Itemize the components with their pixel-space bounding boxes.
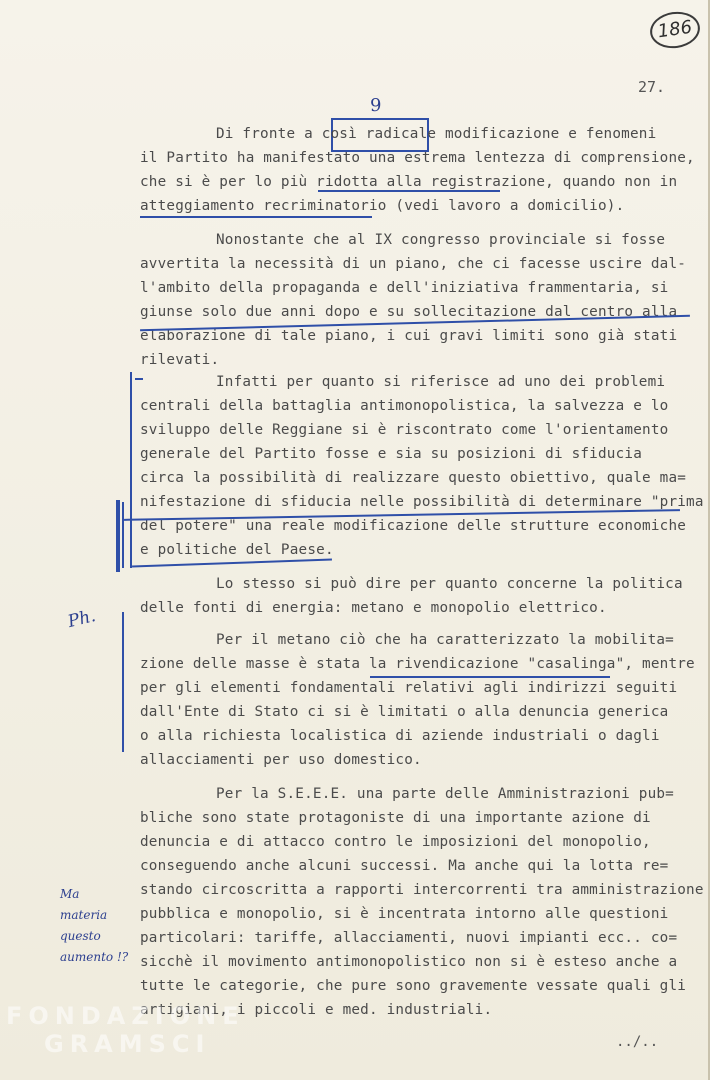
archive-stamp: 186: [648, 9, 703, 52]
text-line: atteggiamento recriminatorio (vedi lavoro a domicilio).: [140, 198, 625, 214]
text-line: sicchè il movimento antimonopolistico non si è esteso anche a: [140, 954, 678, 970]
text-line: nifestazione di sfiducia nelle possibilità di determinare "prima: [140, 494, 704, 510]
text-line: pubblica e monopolio, si è incentrata intorno alle questioni: [140, 906, 669, 922]
continuation-mark: ../..: [616, 1034, 659, 1050]
margin-note: Ph.: [65, 605, 98, 633]
text-line: zione delle masse è stata la rivendicazione "casalinga", mentre: [140, 656, 695, 672]
text-line: del potere" una reale modificazione delle strutture economiche: [140, 518, 687, 534]
text-line: per gli elementi fondamentali relativi agli indirizzi seguiti: [140, 680, 678, 696]
text-line: denuncia e di attacco contro le imposizioni del monopolio,: [140, 834, 651, 850]
text-line: rilevati.: [140, 352, 220, 368]
text-line: Infatti per quanto si riferisce ad uno dei problemi: [216, 374, 666, 390]
text-line: il Partito ha manifestato una estrema lentezza di comprensione,: [140, 150, 695, 166]
text-line: stando circoscritta a rapporti intercorrenti tra amministrazione: [140, 882, 704, 898]
ink-underline: [370, 676, 610, 678]
ink-margin-bar: [130, 372, 132, 568]
text-line: Di fronte a così radicale modificazione e fenomeni: [216, 126, 657, 142]
text-line: circa la possibilità di realizzare questo obiettivo, quale ma=: [140, 470, 687, 486]
watermark-line: FONDAZIONE: [6, 1002, 245, 1030]
text-line: bliche sono state protagoniste di una importante azione di: [140, 810, 651, 826]
ink-margin-bar: [116, 500, 120, 572]
text-line: centrali della battaglia antimonopolistica, la salvezza e lo: [140, 398, 669, 414]
text-line: tutte le categorie, che pure sono gravemente vessate quali gli: [140, 978, 687, 994]
text-line: sviluppo delle Reggiane si è riscontrato come l'orientamento: [140, 422, 669, 438]
text-line: l'ambito della propaganda e dell'iniziativa frammentaria, si: [140, 280, 669, 296]
text-line: Lo stesso si può dire per quanto concerne la politica: [216, 576, 683, 592]
text-line: generale del Partito fosse e sia su posizioni di sfiducia: [140, 446, 643, 462]
text-line: giunse solo due anni dopo e su sollecitazione dal centro alla: [140, 304, 678, 320]
ink-margin-bar: [122, 502, 124, 568]
text-line: elaborazione di tale piano, i cui gravi limiti sono già stati: [140, 328, 678, 344]
text-line: delle fonti di energia: metano e monopolio elettrico.: [140, 600, 607, 616]
text-line: allacciamenti per uso domestico.: [140, 752, 422, 768]
ink-underline: [318, 190, 500, 192]
page-number: 27.: [638, 78, 666, 96]
ink-underline: [140, 216, 372, 218]
text-line: e politiche del Paese.: [140, 542, 334, 558]
text-line: o alla richiesta localistica di aziende industriali o dagli: [140, 728, 660, 744]
text-line: Per la S.E.E.E. una parte delle Amministrazioni pub=: [216, 786, 674, 802]
ink-margin-bar: [122, 612, 124, 752]
margin-note: Ma materia questo aumento !?: [60, 887, 129, 964]
text-line: dall'Ente di Stato ci si è limitati o alla denuncia generica: [140, 704, 669, 720]
text-line: avvertita la necessità di un piano, che ci facesse uscire dal-: [140, 256, 687, 272]
fondazione-gramsci-watermark: [0, 1002, 266, 1062]
ink-note-above-radicale: 9: [370, 95, 382, 116]
text-line: Nonostante che al IX congresso provinciale si fosse: [216, 232, 666, 248]
text-line: Per il metano ciò che ha caratterizzato la mobilita=: [216, 632, 674, 648]
ink-underline: [132, 559, 332, 568]
text-line: particolari: tariffe, allacciamenti, nuovi impianti ecc.. co=: [140, 930, 678, 946]
text-line: che si è per lo più ridotta alla registrazione, quando non in: [140, 174, 678, 190]
watermark-line: GRAMSCI: [44, 1030, 211, 1058]
text-line: conseguendo anche alcuni successi. Ma anche qui la lotta re=: [140, 858, 669, 874]
text-line: artigiani, i piccoli e med. industriali.: [140, 1002, 493, 1018]
ink-underline: [135, 378, 143, 380]
